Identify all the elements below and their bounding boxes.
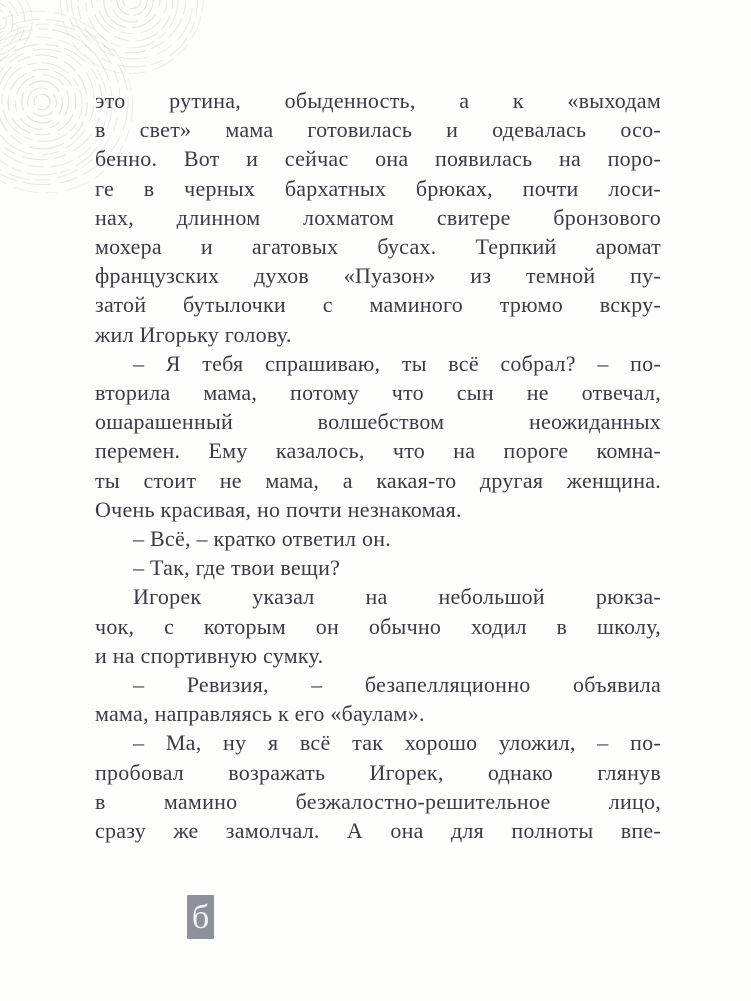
text-line: мама, направляясь к его «баулам».	[95, 701, 425, 727]
text-line: Игорек указал на небольшой рюкза-	[133, 584, 661, 610]
page-text	[95, 86, 661, 845]
text-line: мохера и агатовых бусах. Терпкий аромат	[95, 234, 661, 260]
text-line: – Ревизия, – безапелляционно объявила	[133, 672, 661, 698]
paragraph	[95, 524, 661, 553]
text-line: пробовал возражать Игорек, однако глянув	[95, 759, 661, 785]
text-line: перемен. Ему казалось, что на пороге комна-	[95, 438, 661, 464]
paragraph	[95, 86, 661, 349]
paragraph	[95, 670, 661, 728]
text-line: в свет» мама готовилась и одевалась осо-	[95, 117, 661, 143]
text-line: затой бутылочки с маминого трюмо вскру-	[95, 292, 661, 318]
paragraph	[95, 553, 661, 582]
text-line: чок, с которым он обычно ходил в школу,	[95, 613, 661, 639]
text-line: ге в черных бархатных брюках, почти лоси-	[95, 175, 661, 201]
paragraph	[95, 582, 661, 670]
paragraph	[95, 728, 661, 845]
text-line: – Так, где твои вещи?	[133, 555, 341, 581]
text-line: ты стоит не мама, а какая-то другая женщина.	[95, 467, 661, 493]
text-line: ошарашенный волшебством неожиданных	[95, 409, 661, 435]
text-line: нах, длинном лохматом свитере бронзового	[95, 204, 661, 230]
publisher-logo	[187, 895, 214, 939]
text-line: сразу же замолчал. А она для полноты впе-	[95, 818, 661, 844]
text-line: – Я тебя спрашиваю, ты всё собрал? – по-	[133, 350, 661, 376]
text-line: бенно. Вот и сейчас она появилась на поро-	[95, 146, 661, 172]
text-line: жил Игорьку голову.	[95, 321, 292, 347]
text-line: – Ма, ну я всё так хорошо уложил, – по-	[133, 730, 661, 756]
publisher-logo-letter: б	[191, 899, 210, 936]
text-line: Очень красивая, но почти незнакомая.	[95, 496, 462, 522]
text-line: – Всё, – кратко ответил он.	[133, 526, 392, 552]
paragraph	[95, 349, 661, 524]
text-line: и на спортивную сумку.	[95, 642, 324, 668]
text-line: это рутина, обыденность, а к «выходам	[95, 88, 661, 113]
text-line: французских духов «Пуазон» из темной пу-	[95, 263, 661, 289]
text-line: вторила мама, потому что сын не отвечал,	[95, 380, 661, 406]
text-line: в мамино безжалостно-решительное лицо,	[95, 788, 661, 814]
